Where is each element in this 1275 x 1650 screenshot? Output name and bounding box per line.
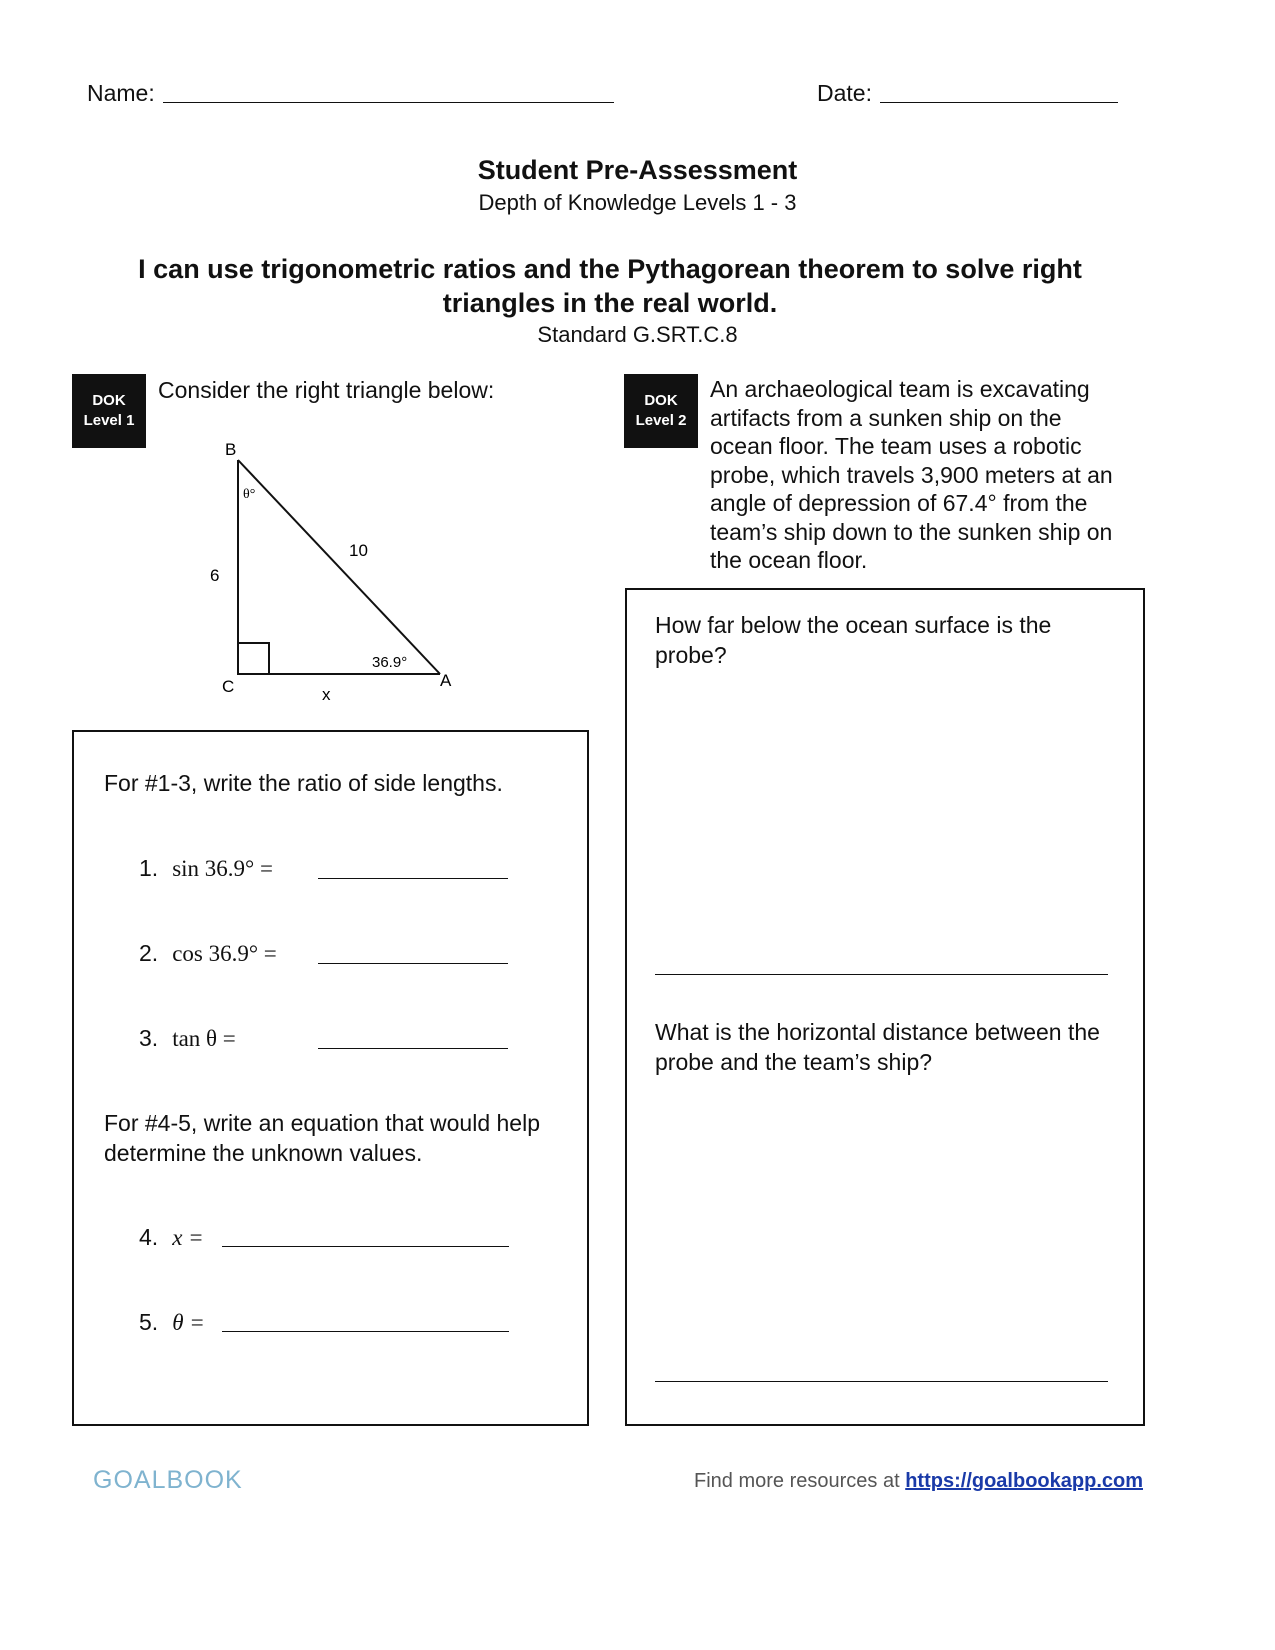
side-bc-length: 6 [210, 566, 220, 585]
question-3-number: 3. [139, 1025, 159, 1051]
footer-link[interactable]: https://goalbookapp.com [905, 1470, 1143, 1492]
dok-badge-top: DOK [644, 392, 678, 409]
standard-label: Standard G.SRT.C.8 [537, 322, 738, 347]
instructions-equations: For #4-5, write an equation that would help determine the unknown values. [104, 1110, 540, 1166]
footer-resources-text: Find more resources at [694, 1470, 900, 1492]
dok-level-2-badge [624, 374, 698, 448]
footer-resources [694, 1470, 1143, 1493]
question-1-expression: sin 36.9° = [172, 856, 273, 881]
question-5 [139, 1309, 205, 1336]
question-2-expression: cos 36.9° = [172, 941, 277, 966]
dok2-scenario: An archaeological team is excavating artifacts from a sunken ship on the ocean floor. The team uses a robotic probe, which travels 3,900 meters at an angle of depression of 67.4° from the team’s ship down to the sunken ship on the ocean floor. [710, 376, 1113, 573]
name-label: Name: [87, 80, 155, 106]
side-ab-line [238, 460, 440, 674]
question-1-number: 1. [139, 855, 159, 881]
answer-line-3[interactable] [318, 1048, 508, 1049]
question-1 [139, 855, 273, 882]
right-triangle-diagram [180, 430, 480, 710]
answer-line-1[interactable] [318, 878, 508, 879]
vertex-b-label: B [225, 440, 237, 459]
question-4-number: 4. [139, 1224, 159, 1250]
dok-badge-bottom: Level 1 [83, 412, 135, 429]
answer-line-2[interactable] [318, 963, 508, 964]
dok2-answer-line-1[interactable] [655, 974, 1108, 975]
question-3-expression: tan θ = [172, 1026, 236, 1051]
dok-level-1-badge [72, 374, 146, 448]
instructions-ratios: For #1-3, write the ratio of side lengths. [104, 770, 503, 796]
page-title: Student Pre-Assessment [477, 155, 798, 185]
dok-badge-top: DOK [92, 392, 126, 409]
question-4-expression: x = [172, 1225, 204, 1250]
right-angle-marker [238, 643, 269, 674]
answer-line-5[interactable] [222, 1331, 509, 1332]
question-5-expression: θ = [172, 1310, 205, 1335]
dok1-answer-box [72, 730, 589, 1426]
page-subtitle: Depth of Knowledge Levels 1 - 3 [478, 190, 797, 215]
dok2-answer-box [625, 588, 1145, 1426]
name-field[interactable] [163, 102, 614, 103]
date-label: Date: [817, 80, 872, 106]
question-5-number: 5. [139, 1309, 159, 1335]
dok2-question-1: How far below the ocean surface is the probe? [655, 612, 1052, 668]
dok2-answer-line-2[interactable] [655, 1381, 1108, 1382]
goalbook-logo: GOALBOOK [93, 1466, 243, 1494]
question-3 [139, 1025, 236, 1052]
dok2-question-2: What is the horizontal distance between the probe and the team’s ship? [655, 1019, 1100, 1075]
date-field[interactable] [880, 102, 1118, 103]
angle-b-label: θ° [243, 487, 256, 502]
angle-a-label: 36.9° [372, 654, 408, 671]
question-2 [139, 940, 277, 967]
vertex-c-label: C [222, 677, 235, 696]
answer-line-4[interactable] [222, 1246, 509, 1247]
learning-objective: I can use trigonometric ratios and the Pythagorean theorem to solve right triangles in the real world. [138, 254, 1082, 318]
question-4 [139, 1224, 204, 1251]
side-ab-length: 10 [349, 541, 368, 560]
dok-badge-bottom: Level 2 [635, 412, 687, 429]
vertex-a-label: A [440, 671, 452, 690]
question-2-number: 2. [139, 940, 159, 966]
side-ca-length: x [322, 685, 331, 704]
dok1-prompt: Consider the right triangle below: [158, 377, 495, 403]
